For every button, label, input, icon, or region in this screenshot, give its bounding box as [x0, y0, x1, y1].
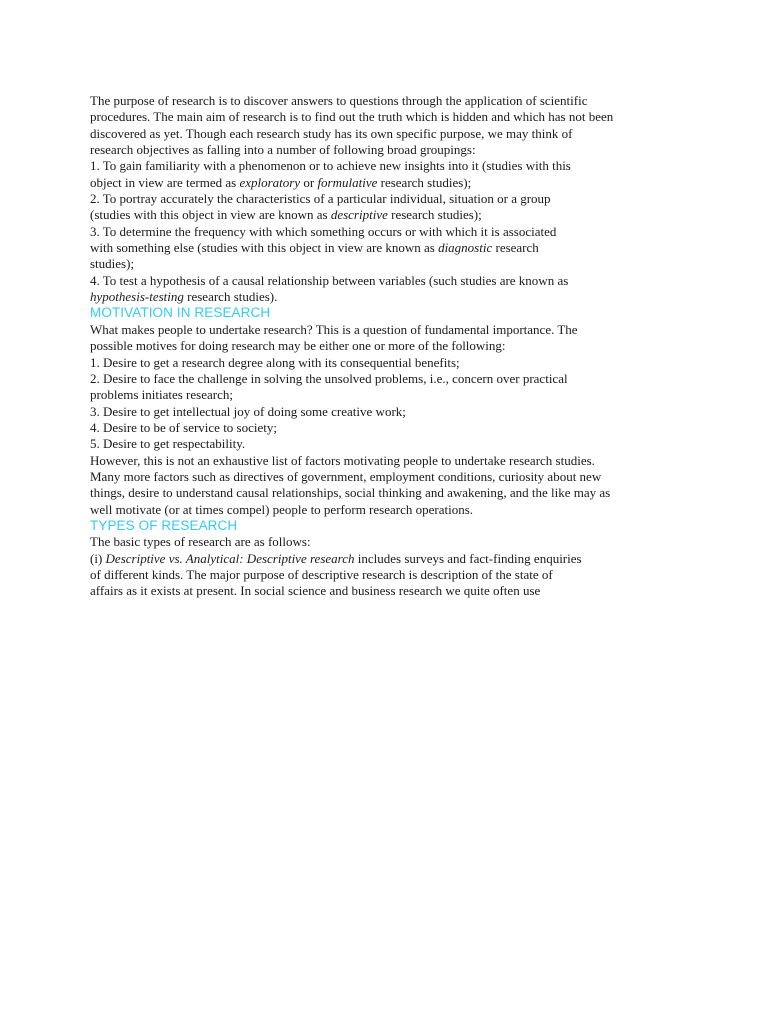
paragraph-line: of different kinds. The major purpose of descriptive research is description of the state of — [90, 566, 553, 582]
italic-term-descriptive: descriptive — [330, 207, 388, 223]
paragraph-line: discovered as yet. Though each research study has its own specific purpose, we may think of — [90, 125, 573, 141]
text-run: research studies). — [183, 289, 278, 305]
text-run: research — [492, 240, 539, 256]
text-run: research studies); — [377, 174, 472, 190]
section-heading-types: TYPES OF RESEARCH — [90, 517, 238, 533]
text-run: includes surveys and fact-finding enquiries — [354, 550, 582, 566]
paragraph-line: The purpose of research is to discover answers to questions through the application of scientific — [90, 93, 588, 108]
text-run: (studies with this object in view are known as — [90, 207, 331, 223]
italic-term-diagnostic: diagnostic — [438, 240, 493, 256]
text-run: or — [300, 174, 318, 190]
section-heading-motivation: MOTIVATION IN RESEARCH — [90, 305, 271, 321]
list-item-line: 1. Desire to get a research degree along with its consequential benefits; — [90, 354, 460, 370]
list-item-line: 3. To determine the frequency with which something occurs or with which it is associated — [90, 223, 557, 239]
list-item-line — [90, 207, 690, 223]
list-item-line: 5. Desire to get respectability. — [90, 436, 246, 452]
paragraph-line: What makes people to undertake research? This is a question of fundamental importance. The — [90, 321, 578, 337]
list-item-line: studies); — [90, 256, 135, 272]
paragraph-line: possible motives for doing research may be either one or more of the following: — [90, 338, 506, 354]
text-run: with something else (studies with this object in view are known as — [90, 240, 439, 256]
paragraph-line: The basic types of research are as follows: — [90, 534, 311, 550]
list-item-line — [90, 240, 690, 256]
document-page — [90, 93, 690, 600]
paragraph-line: However, this is not an exhaustive list of factors motivating people to undertake research studies. — [90, 452, 595, 468]
paragraph-line: things, desire to understand causal relationships, social thinking and awakening, and the like may as — [90, 485, 611, 501]
paragraph-line: research objectives as falling into a number of following broad groupings: — [90, 142, 476, 158]
italic-term-exploratory: exploratory — [239, 174, 301, 190]
list-item-line: 1. To gain familiarity with a phenomenon or to achieve new insights into it (studies with this — [90, 158, 571, 174]
list-item-line — [90, 289, 690, 305]
italic-term-descriptive-vs-analytical: Descriptive vs. Analytical: Descriptive research — [105, 550, 355, 566]
list-item-line: problems initiates research; — [90, 387, 233, 403]
paragraph-line: well motivate (or at times compel) people to perform research operations. — [90, 501, 473, 517]
text-run: object in view are termed as — [90, 174, 240, 190]
italic-term-hypothesis-testing: hypothesis-testing — [90, 289, 184, 305]
list-item-line: 4. Desire to be of service to society; — [90, 419, 277, 435]
italic-term-formulative: formulative — [317, 174, 378, 190]
list-item-line: 2. Desire to face the challenge in solving the unsolved problems, i.e., concern over practical — [90, 370, 568, 386]
list-item-line: 3. Desire to get intellectual joy of doing some creative work; — [90, 403, 406, 419]
paragraph-line: Many more factors such as directives of government, employment conditions, curiosity about new — [90, 468, 602, 484]
text-run: (i) — [90, 550, 106, 566]
paragraph-line — [90, 551, 690, 567]
list-item-line: 4. To test a hypothesis of a causal relationship between variables (such studies are known as — [90, 272, 569, 288]
paragraph-line: affairs as it exists at present. In social science and business research we quite often use — [90, 583, 541, 599]
list-item-line — [90, 175, 690, 191]
text-run: research studies); — [387, 207, 482, 223]
list-item-line: 2. To portray accurately the characteristics of a particular individual, situation or a group — [90, 191, 551, 207]
paragraph-line: procedures. The main aim of research is to find out the truth which is hidden and which has not been — [90, 109, 614, 125]
